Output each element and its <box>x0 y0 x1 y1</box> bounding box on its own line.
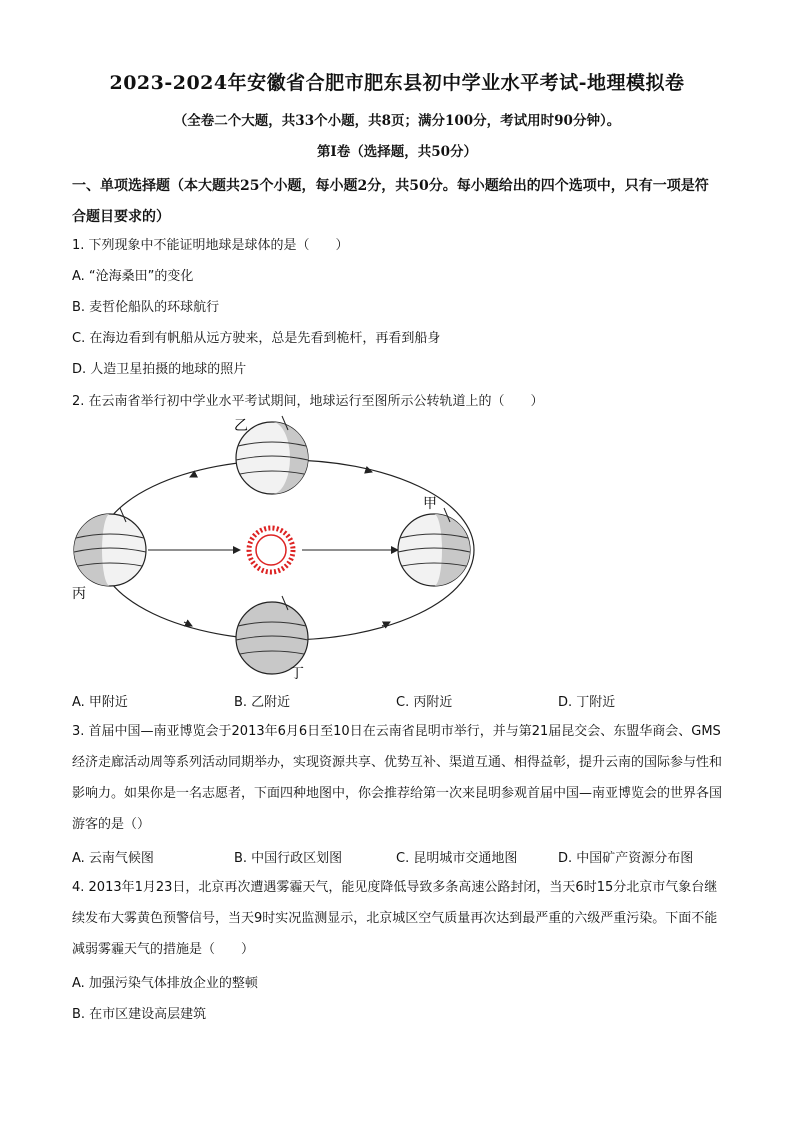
part-heading: 第Ⅰ卷（选择题，共50分） <box>316 144 478 160</box>
earth-yi-label: 乙 <box>234 418 248 434</box>
earth-orbit-diagram <box>66 412 486 682</box>
question-3-options <box>72 847 720 866</box>
earth-jia-icon <box>398 508 470 586</box>
question-2-option-b: B. 乙附近 <box>234 695 291 710</box>
question-1-option-a: A. “沧海桑田”的变化 <box>72 269 194 284</box>
orbit-arrow-icon <box>190 474 196 477</box>
section-heading: 一、单项选择题（本大题共25个小题，每小题2分，共50分。每小题给出的四个选项中，只有一项是符合题目要求的） <box>72 178 709 225</box>
earth-ding-icon <box>236 596 308 674</box>
earth-bing-icon <box>74 508 146 586</box>
earth-bing-label: 丙 <box>72 586 86 602</box>
question-3-option-b: B. 中国行政区划图 <box>234 851 343 866</box>
exam-info: （全卷二个大题，共33个小题，共8页；满分100分，考试用时90分钟）。 <box>173 113 621 129</box>
question-2-option-a: A. 甲附近 <box>72 695 128 710</box>
question-1-option-d: D. 人造卫星拍摄的地球的照片 <box>72 362 247 377</box>
earth-ding-label: 丁 <box>290 666 304 682</box>
question-4-stem: 4. 2013年1月23日，北京再次遭遇雾霾天气，能见度降低导致多条高速公路封闭，当天6时15分北京市气象台继续发布大雾黄色预警信号，当天9时实况监测显示，北京城区空气质量再次达到最严重的六级严重污染。下面不能减弱雾霾天气的措施是（ ） <box>72 880 718 957</box>
question-1-option-c: C. 在海边看到有帆船从远方驶来，总是先看到桅杆，再看到船身 <box>72 331 441 346</box>
sun-icon <box>249 528 293 572</box>
question-2-option-c: C. 丙附近 <box>396 695 453 710</box>
question-1-stem: 1. 下列现象中不能证明地球是球体的是（ ） <box>72 238 349 253</box>
question-1-option-b: B. 麦哲伦船队的环球航行 <box>72 300 220 315</box>
question-3-option-d: D. 中国矿产资源分布图 <box>558 851 694 866</box>
question-2-stem: 2. 在云南省举行初中学业水平考试期间，地球运行至图所示公转轨道上的（ ） <box>72 394 544 409</box>
question-4-option-b: B. 在市区建设高层建筑 <box>72 1007 207 1022</box>
page-title: 2023-2024年安徽省合肥市肥东县初中学业水平考试-地理模拟卷 <box>109 72 685 94</box>
question-2-options <box>72 691 720 710</box>
question-3-option-c: C. 昆明城市交通地图 <box>396 851 518 866</box>
question-3-option-a: A. 云南气候图 <box>72 851 154 866</box>
question-4-option-a: A. 加强污染气体排放企业的整顿 <box>72 976 258 991</box>
question-2-option-d: D. 丁附近 <box>558 695 616 710</box>
question-3-stem: 3. 首届中国—南亚博览会于2013年6月6日至10日在云南省昆明市举行，并与第21届昆交会、东盟华商会、GMS经济走廊活动周等系列活动同期举办，实现资源共享、优势互补、渠道互通、相得益彰，提升云南的国际参与性和影响力。如果你是一名志愿者，下面四种地图中，你会推荐给第一次来昆明参观首届中国—南亚博览会的世界各国游客的是（） <box>72 724 723 832</box>
earth-jia-label: 甲 <box>423 496 437 512</box>
